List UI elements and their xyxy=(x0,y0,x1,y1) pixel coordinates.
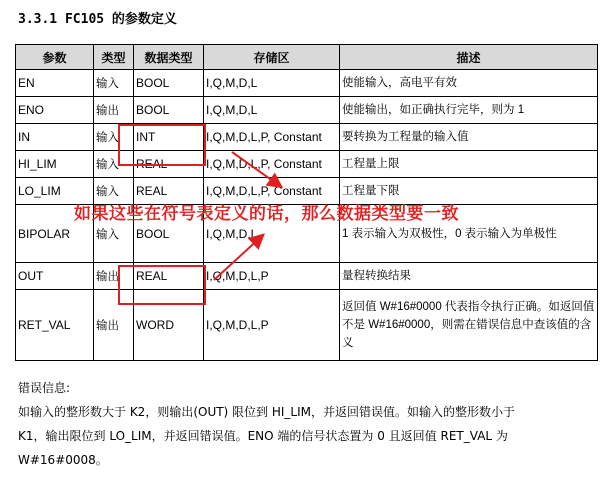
cell-param: HI_LIM xyxy=(16,151,94,178)
error-info-heading: 错误信息: xyxy=(18,381,71,395)
error-info-line: K1，输出限位到 LO_LIM，并返回错误值。ENO 端的信号状态置为 0 且返回值 RET_VAL 为 xyxy=(18,429,508,443)
cell-description: 量程转换结果 xyxy=(340,263,598,290)
cell-storage-area: I,Q,M,D,L xyxy=(204,205,340,263)
header-type: 类型 xyxy=(94,45,134,70)
cell-type: 输出 xyxy=(94,263,134,290)
cell-data-type: REAL xyxy=(134,178,204,205)
cell-description: 1 表示输入为双极性，0 表示输入为单极性 xyxy=(340,205,598,263)
cell-storage-area: I,Q,M,D,L xyxy=(204,70,340,97)
arrow-to-real xyxy=(214,236,262,280)
cell-data-type: BOOL xyxy=(134,97,204,124)
cell-description: 要转换为工程量的输入值 xyxy=(340,124,598,151)
cell-description: 返回值 W#16#0000 代表指令执行正确。如返回值不是 W#16#0000，则需在错误信息中查该值的含义 xyxy=(340,290,598,361)
cell-param: EN xyxy=(16,70,94,97)
cell-param: ENO xyxy=(16,97,94,124)
section-title: 3.3.1 FC105 的参数定义 xyxy=(18,12,177,27)
cell-storage-area: I,Q,M,D,L,P xyxy=(204,263,340,290)
cell-type: 输入 xyxy=(94,205,134,263)
error-info-line: 如输入的整形数大于 K2，则输出(OUT) 限位到 HI_LIM，并返回错误值。如输入的整形数小于 xyxy=(18,405,516,419)
cell-type: 输入 xyxy=(94,124,134,151)
cell-data-type: BOOL xyxy=(134,205,204,263)
cell-data-type: INT xyxy=(134,124,204,151)
cell-description: 使能输入，高电平有效 xyxy=(340,70,598,97)
cell-type: 输入 xyxy=(94,70,134,97)
header-param: 参数 xyxy=(16,45,94,70)
cell-data-type: REAL xyxy=(134,151,204,178)
cell-storage-area: I,Q,M,D,L,P, Constant xyxy=(204,151,340,178)
arrow-to-int xyxy=(232,152,280,186)
cell-description: 工程量下限 xyxy=(340,178,598,205)
cell-description: 工程量上限 xyxy=(340,151,598,178)
cell-data-type: WORD xyxy=(134,290,204,361)
cell-param: OUT xyxy=(16,263,94,290)
cell-storage-area: I,Q,M,D,L,P, Constant xyxy=(204,178,340,205)
cell-storage-area: I,Q,M,D,L,P, Constant xyxy=(204,124,340,151)
cell-data-type: BOOL xyxy=(134,70,204,97)
cell-param: IN xyxy=(16,124,94,151)
header-storage-area: 存储区 xyxy=(204,45,340,70)
cell-data-type: REAL xyxy=(134,263,204,290)
header-data-type: 数据类型 xyxy=(134,45,204,70)
error-info-line: W#16#0008。 xyxy=(18,453,108,467)
cell-param: BIPOLAR xyxy=(16,205,94,263)
annotation-text: 如果这些在符号表定义的话，那么数据类型要一致 xyxy=(74,204,459,224)
cell-param: RET_VAL xyxy=(16,290,94,361)
cell-storage-area: I,Q,M,D,L xyxy=(204,97,340,124)
cell-type: 输入 xyxy=(94,151,134,178)
cell-description: 使能输出，如正确执行完毕，则为 1 xyxy=(340,97,598,124)
cell-storage-area: I,Q,M,D,L,P xyxy=(204,290,340,361)
cell-param: LO_LIM xyxy=(16,178,94,205)
header-description: 描述 xyxy=(340,45,598,70)
cell-type: 输入 xyxy=(94,178,134,205)
cell-type: 输出 xyxy=(94,97,134,124)
error-info xyxy=(18,376,608,472)
cell-type: 输出 xyxy=(94,290,134,361)
